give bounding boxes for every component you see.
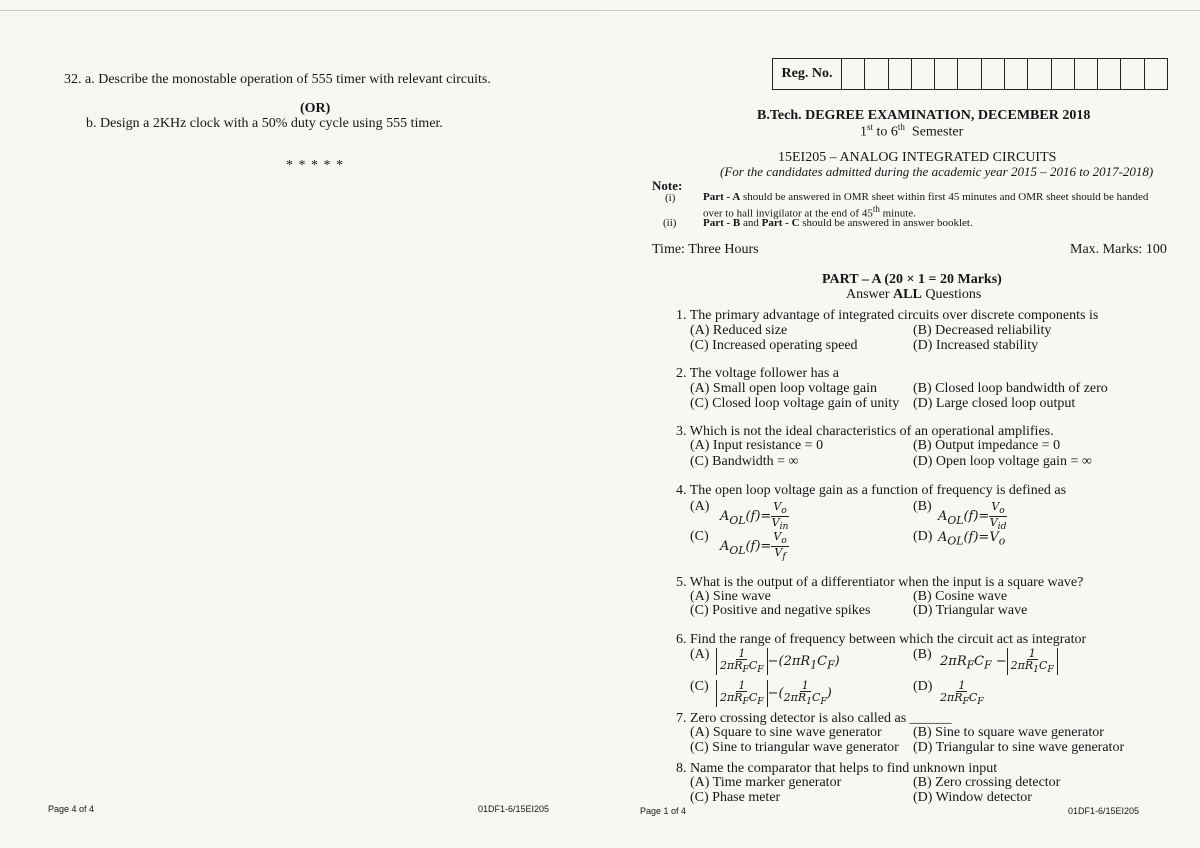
max-marks: Max. Marks: 100 xyxy=(1070,242,1167,257)
exam-title: B.Tech. DEGREE EXAMINATION, DECEMBER 2018 xyxy=(757,108,1091,123)
note-label: Note: xyxy=(652,178,683,193)
q4-option-a: (A) xyxy=(690,499,710,514)
q2-option-d: (D) Large closed loop output xyxy=(913,396,1076,411)
q6-formula-c: $\frac{1}{2\pi R_FC_F}$ −( $\frac{1}{2\pi R_1C_F}$ ) xyxy=(716,680,832,707)
reg-no-cell[interactable] xyxy=(1028,59,1051,89)
q6-option-b: (B) xyxy=(913,647,932,662)
reg-no-cell[interactable] xyxy=(865,59,888,89)
question-32a: 32. a. Describe the monostable operation of 555 timer with relevant circuits. xyxy=(64,72,491,87)
q4-formula-b: $A_{OL}(f)=$ $\frac{V_o}{V_{id}}$ xyxy=(938,500,1007,533)
note-i-line1: Part - A should be answered in OMR sheet within first 45 minutes and OMR sheet should be handed xyxy=(703,191,1149,203)
part-a-title: PART – A (20 × 1 = 20 Marks) xyxy=(822,272,1002,287)
scan-edge-line xyxy=(0,10,1200,11)
q6-option-a: (A) xyxy=(690,647,710,662)
q8-option-a: (A) Time marker generator xyxy=(690,775,842,790)
question-5: 5. What is the output of a differentiator when the input is a square wave? xyxy=(676,575,1084,590)
reg-no-label: Reg. No. xyxy=(773,59,842,89)
reg-no-cell[interactable] xyxy=(1098,59,1121,89)
q4-formula-c: $A_{OL}(f)=$ $\frac{V_o}{V_f}$ xyxy=(720,530,787,563)
q5-option-d: (D) Triangular wave xyxy=(913,603,1028,618)
course-title: 15EI205 – ANALOG INTEGRATED CIRCUITS xyxy=(778,150,1057,165)
question-7: 7. Zero crossing detector is also called as ______ xyxy=(676,711,952,726)
reg-no-cell[interactable] xyxy=(1075,59,1098,89)
part-a-instruction: Answer ALL Questions xyxy=(846,287,982,302)
q4-formula-d: $A_{OL}(f)=V_o$ xyxy=(938,530,1006,548)
reg-no-cell[interactable] xyxy=(935,59,958,89)
question-8: 8. Name the comparator that helps to find unknown input xyxy=(676,761,998,776)
q7-option-a: (A) Square to sine wave generator xyxy=(690,725,882,740)
question-3: 3. Which is not the ideal characteristics of an operational amplifies. xyxy=(676,424,1054,439)
q2-option-b: (B) Closed loop bandwidth of zero xyxy=(913,381,1108,396)
reg-no-box[interactable] xyxy=(772,58,1168,90)
q2-option-a: (A) Small open loop voltage gain xyxy=(690,381,878,396)
q7-option-d: (D) Triangular to sine wave generator xyxy=(913,740,1125,755)
reg-no-cell[interactable] xyxy=(982,59,1005,89)
reg-no-cell[interactable] xyxy=(1005,59,1028,89)
question-32b: b. Design a 2KHz clock with a 50% duty cycle using 555 timer. xyxy=(86,116,443,131)
reg-no-cell[interactable] xyxy=(1121,59,1144,89)
q6-formula-d: $\frac{1}{2\pi R_FC_F}$ xyxy=(940,679,984,708)
note-i-number: (i) xyxy=(665,192,676,204)
reg-no-cell[interactable] xyxy=(1052,59,1075,89)
q6-formula-b: $2\pi R_FC_F$ − $\frac{1}{2\pi R_1C_F}$ xyxy=(940,648,1058,675)
q6-option-c: (C) xyxy=(690,679,709,694)
reg-no-cell[interactable] xyxy=(889,59,912,89)
left-footer-page: Page 4 of 4 xyxy=(48,804,95,814)
note-ii: Part - B and Part - C should be answered in answer booklet. xyxy=(703,217,973,229)
q5-option-b: (B) Cosine wave xyxy=(913,589,1008,604)
q7-option-c: (C) Sine to triangular wave generator xyxy=(690,740,899,755)
q5-option-c: (C) Positive and negative spikes xyxy=(690,603,871,618)
end-stars: * * * * * xyxy=(286,158,344,173)
q3-option-a: (A) Input resistance = 0 xyxy=(690,438,824,453)
q1-option-b: (B) Decreased reliability xyxy=(913,323,1052,338)
q5-option-a: (A) Sine wave xyxy=(690,589,771,604)
q4-option-d: (D) xyxy=(913,529,933,544)
q6-option-d: (D) xyxy=(913,679,933,694)
reg-no-cell[interactable] xyxy=(842,59,865,89)
q3-option-d: (D) Open loop voltage gain = ∞ xyxy=(913,454,1092,469)
reg-no-cell[interactable] xyxy=(1145,59,1167,89)
q7-option-b: (B) Sine to square wave generator xyxy=(913,725,1104,740)
question-6: 6. Find the range of frequency between which the circuit act as integrator xyxy=(676,632,1087,647)
q2-option-c: (C) Closed loop voltage gain of unity xyxy=(690,396,900,411)
candidates-note: (For the candidates admitted during the academic year 2015 – 2016 to 2017-2018) xyxy=(720,164,1154,179)
q1-option-c: (C) Increased operating speed xyxy=(690,338,858,353)
question-1: 1. The primary advantage of integrated circuits over discrete components is xyxy=(676,308,1099,323)
exam-time: Time: Three Hours xyxy=(652,242,759,257)
question-2: 2. The voltage follower has a xyxy=(676,366,840,381)
q6-formula-a: $\frac{1}{2\pi R_FC_F}$ $-(2\pi R_1C_F)$ xyxy=(716,648,840,675)
q8-option-d: (D) Window detector xyxy=(913,790,1032,805)
reg-no-cell[interactable] xyxy=(958,59,981,89)
left-footer-code: 01DF1-6/15EI205 xyxy=(478,804,550,814)
semester: 1st to 6th Semester xyxy=(860,122,964,140)
q4-option-c: (C) xyxy=(690,529,709,544)
q1-option-a: (A) Reduced size xyxy=(690,323,788,338)
q3-option-c: (C) Bandwidth = ∞ xyxy=(690,454,799,469)
note-ii-number: (ii) xyxy=(663,217,677,229)
q1-option-d: (D) Increased stability xyxy=(913,338,1039,353)
question-4: 4. The open loop voltage gain as a function of frequency is defined as xyxy=(676,483,1067,498)
q4-formula-a: $A_{OL}(f)=$ $\frac{V_o}{V_{in}}$ xyxy=(720,500,789,533)
q4-option-b: (B) xyxy=(913,499,932,514)
q8-option-b: (B) Zero crossing detector xyxy=(913,775,1061,790)
right-footer-code: 01DF1-6/15EI205 xyxy=(1068,806,1140,816)
or-separator: (OR) xyxy=(300,101,331,116)
right-footer-page: Page 1 of 4 xyxy=(640,806,687,816)
note-i-line2: over to hall invigilator at the end of 45th minute. xyxy=(703,204,916,220)
reg-no-cell[interactable] xyxy=(912,59,935,89)
q3-option-b: (B) Output impedance = 0 xyxy=(913,438,1061,453)
q8-option-c: (C) Phase meter xyxy=(690,790,781,805)
